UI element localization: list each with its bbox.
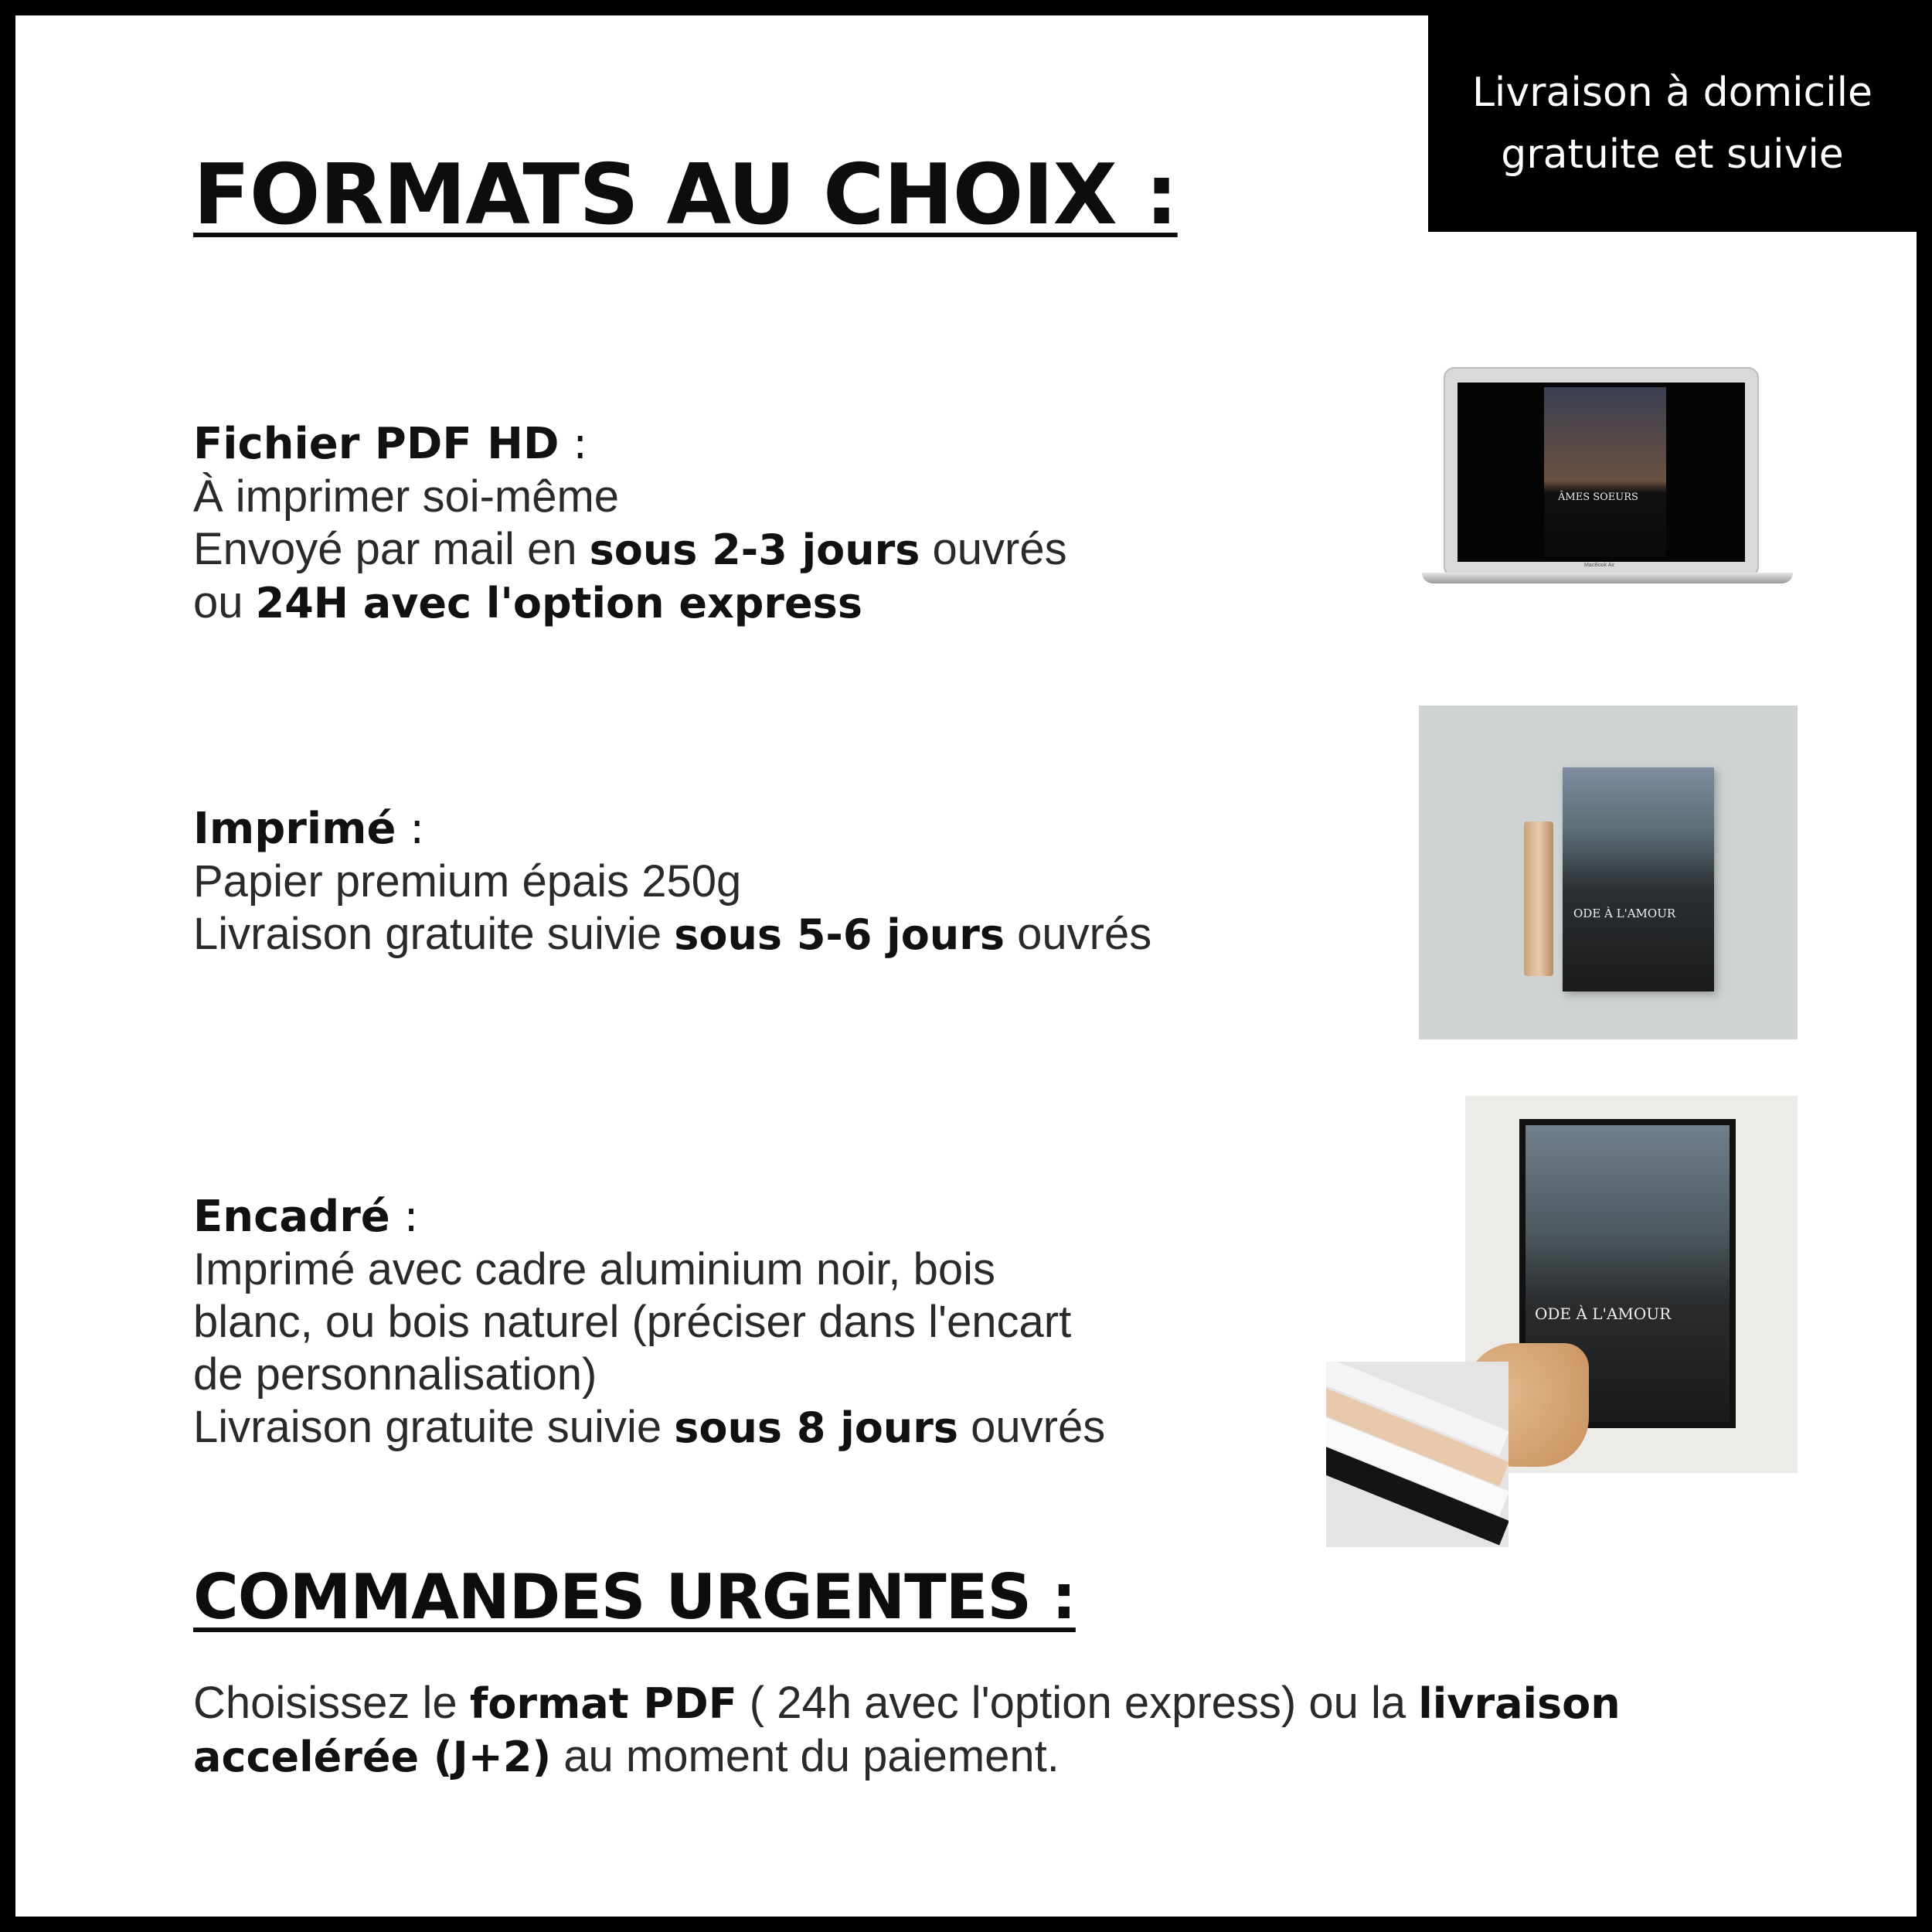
printed-format-block — [193, 802, 1151, 961]
urgent-orders-title: COMMANDES URGENTES : — [193, 1561, 1076, 1633]
framed-line-1: Imprimé avec cadre aluminium noir, bois — [193, 1244, 995, 1294]
framed-heading: Encadré — [193, 1192, 390, 1242]
laptop-brand-label: MacBook Air — [1584, 563, 1615, 568]
framed-format-block — [193, 1190, 1105, 1454]
printed-poster-mockup-image — [1419, 706, 1798, 1039]
printed-colon: : — [396, 804, 425, 854]
pdf-line-1: À imprimer soi-même — [193, 471, 620, 522]
printed-line-2: Livraison gratuite suivie sous 5-6 jours ouvrés — [193, 909, 1152, 959]
frame-samples-image — [1326, 1362, 1509, 1547]
printed-poster-title: ODE À L'AMOUR — [1573, 906, 1676, 920]
page-title: FORMATS AU CHOIX : — [193, 147, 1178, 243]
pdf-line-2: Envoyé par mail en sous 2-3 jours ouvrés — [193, 524, 1067, 574]
badge-line-1: Livraison à domicile — [1471, 70, 1873, 116]
shipping-tube-icon — [1524, 821, 1553, 976]
framed-poster-mockup-image — [1465, 1096, 1798, 1473]
product-formats-page — [15, 15, 1917, 1917]
urgent-orders-text: Choisissez le format PDF ( 24h avec l'option express) ou la livraison accelérée (J+2) au moment du paiement. — [193, 1678, 1621, 1781]
printed-heading: Imprimé — [193, 804, 396, 854]
framed-colon: : — [389, 1192, 419, 1242]
laptop-mockup-image — [1422, 367, 1808, 591]
framed-poster-title: ODE À L'AMOUR — [1535, 1304, 1672, 1323]
framed-line-3: de personnalisation) — [193, 1349, 597, 1400]
pdf-format-block — [193, 417, 1067, 630]
printed-line-1: Papier premium épais 250g — [193, 856, 742, 906]
framed-line-4: Livraison gratuite suivie sous 8 jours ouvrés — [193, 1402, 1106, 1452]
free-delivery-badge — [1428, 15, 1917, 232]
framed-line-2: blanc, ou bois naturel (préciser dans l'encart — [193, 1297, 1072, 1347]
laptop-poster-title: ÂMES SOEURS — [1558, 492, 1638, 503]
badge-line-2: gratuite et suivie — [1501, 131, 1844, 178]
pdf-heading: Fichier PDF HD — [193, 419, 560, 469]
pdf-colon: : — [559, 419, 588, 469]
pdf-line-3: ou 24H avec l'option express — [193, 577, 862, 628]
